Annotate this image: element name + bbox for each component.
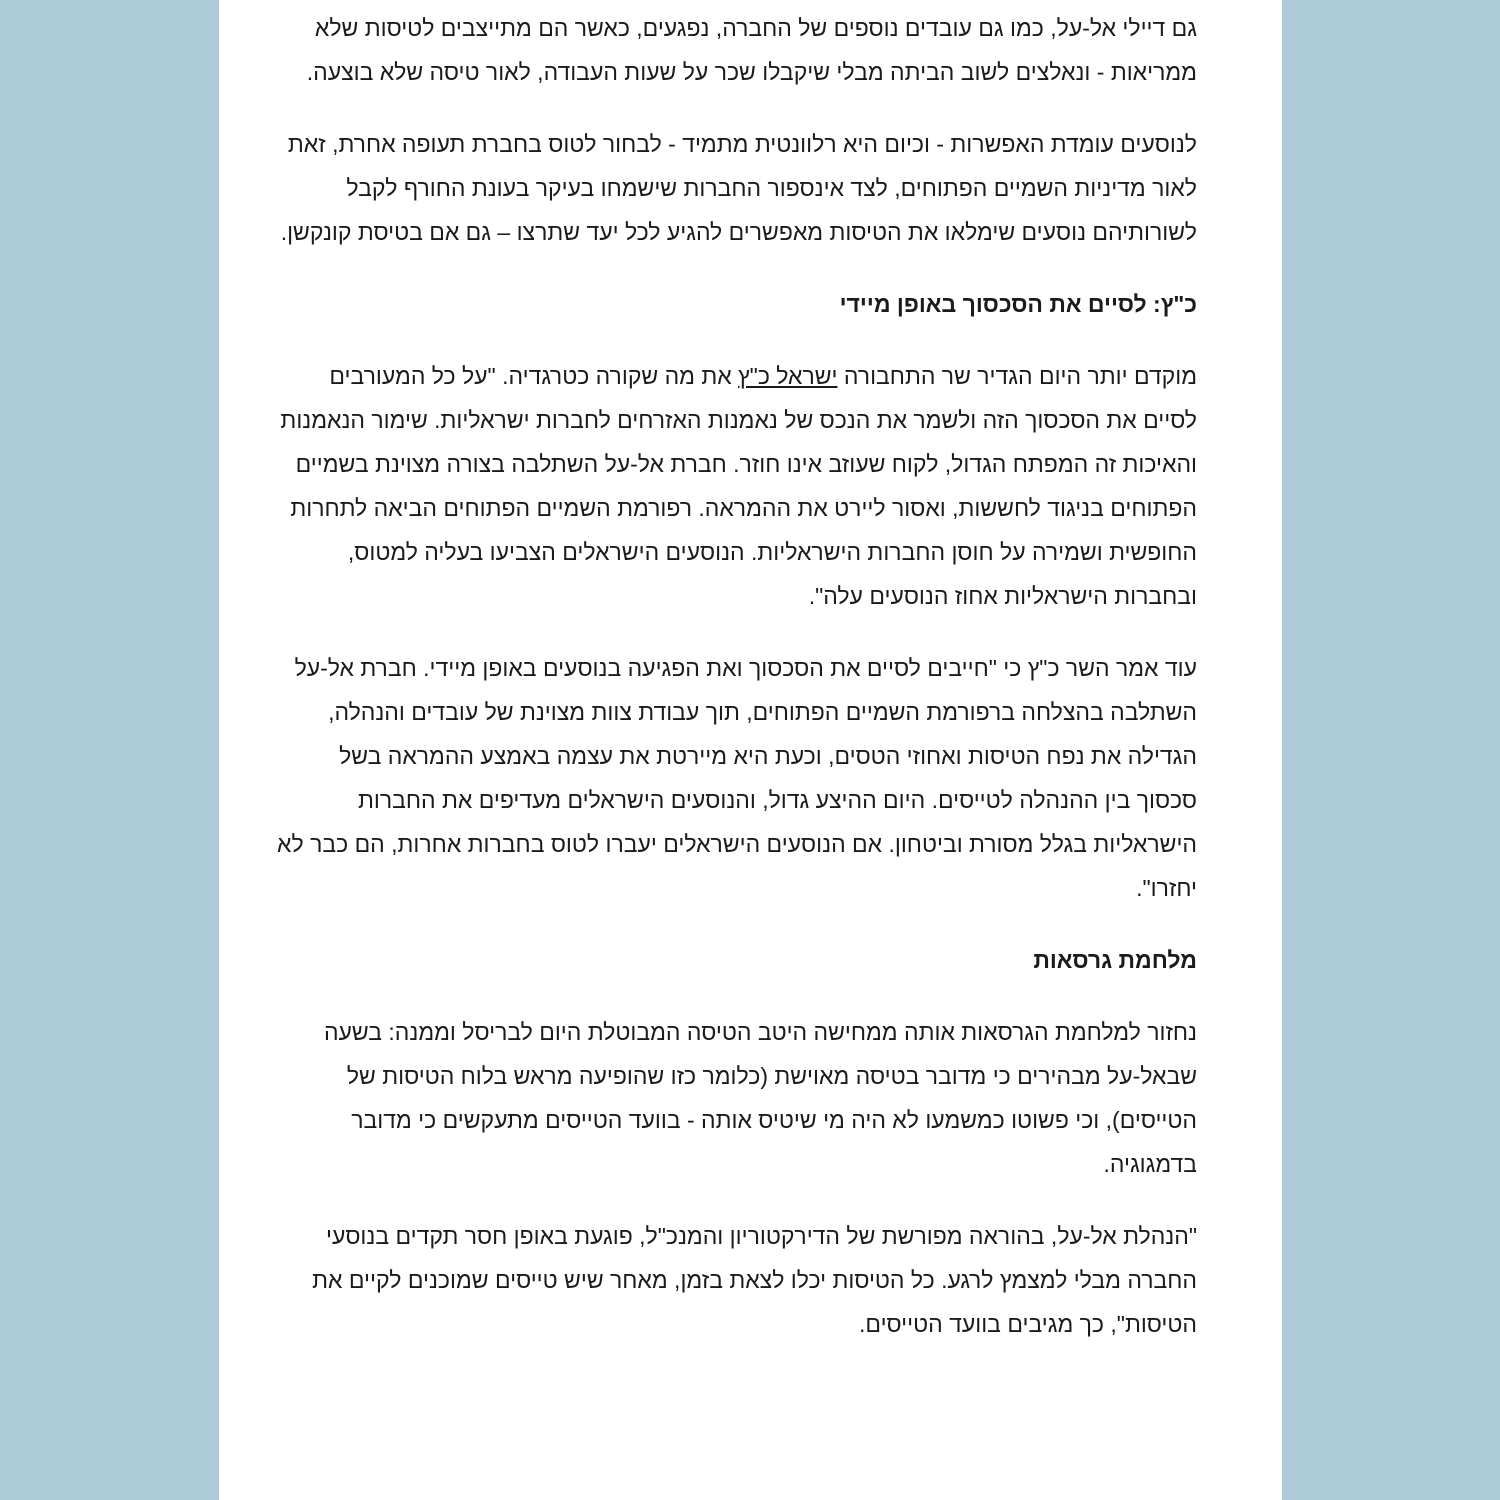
- minister-name-link[interactable]: ישראל כ"ץ: [738, 363, 838, 389]
- paragraph-text: את מה שקורה כטרגדיה. "על כל המעורבים לסיים את הסכסוך הזה ולשמר את הנכס של נאמנות האזרחים לחברות ישראליות. שימור הנאמנות והאיכות זה המפתח הגדול, לקוח שעוזב אינו חוזר. חברת אל-על השתלבה בצורה מצוינת בשמיים הפתוחים בניגוד לחששות, ואסור ליירט את ההמראה. רפורמת השמיים הפתוחים הביאה לתחרות החופשית ושמירה על חוסן החברות הישראליות. הנוסעים הישראלים הצביעו בעליה למטוס, ובחברות הישראליות אחוז הנוסעים עלה".: [280, 363, 1197, 609]
- paragraph-katz-statement: [275, 354, 1197, 618]
- paragraph-attendants: גם דיילי אל-על, כמו גם עובדים נוספים של החברה, נפגעים, כאשר הם מתייצבים לטיסות שלא ממריאות - ונאלצים לשוב הביתה מבלי שיקבלו שכר על שעות העבודה, לאור טיסה שלא בוצעה.: [306, 15, 1197, 85]
- article-body: [275, 6, 1197, 1346]
- paragraph-katz-quote: עוד אמר השר כ"ץ כי "חייבים לסיים את הסכסוך ואת הפגיעה בנוסעים באופן מיידי. חברת אל-על השתלבה בהצלחה ברפורמת השמיים הפתוחים, תוך עבודת צוות מצוינת של עובדים והנהלה, הגדילה את נפח הטיסות ואחוזי הטסים, וכעת היא מיירטת את עצמה באמצע ההמראה בשל סכסוך בין ההנהלה לטייסים. היום ההיצע גדול, והנוסעים הישראלים מעדיפים את החברות הישראליות בגלל מסורת וביטחון. אם הנוסעים הישראלים יעברו לטוס בחברות אחרות, הם כבר לא יחזרו".: [277, 655, 1197, 901]
- section-heading-versions: מלחמת גרסאות: [1033, 947, 1197, 973]
- paragraph-text: מוקדם יותר היום הגדיר שר התחבורה: [837, 363, 1197, 389]
- paragraph-brussels-flight: נחזור למלחמת הגרסאות אותה ממחישה היטב הטיסה המבוטלת היום לבריסל וממנה: בשעה שבאל-על מבהירים כי מדובר בטיסה מאוישת (כלומר כזו שהופיעה מראש בלוח הטיסות של הטייסים), וכי פשוטו כמשמעו לא היה מי שיטיס אותה - בוועד הטייסים מתעקשים כי מדובר בדמגוגיה.: [323, 1019, 1197, 1177]
- paragraph-passengers-option: לנוסעים עומדת האפשרות - וכיום היא רלוונטית מתמיד - לבחור לטוס בחברת תעופה אחרת, זאת לאור מדיניות השמיים הפתוחים, לצד אינספור החברות שישמחו בעיקר בעונת החורף לקבל לשורותיהם נוסעים שימלאו את הטיסות מאפשרים להגיע לכל יעד שתרצו – גם אם בטיסת קונקשן.: [280, 131, 1197, 245]
- section-heading-katz: כ"ץ: לסיים את הסכסוך באופן מיידי: [839, 291, 1197, 317]
- paragraph-pilots-response: "הנהלת אל-על, בהוראה מפורשת של הדירקטוריון והמנכ"ל, פוגעת באופן חסר תקדים בנוסעי החברה מבלי למצמץ לרגע. כל הטיסות יכלו לצאת בזמן, מאחר שיש טייסים שמוכנים לקיים את הטיסות", כך מגיבים בוועד הטייסים.: [312, 1223, 1197, 1337]
- document-page: [219, 0, 1282, 1500]
